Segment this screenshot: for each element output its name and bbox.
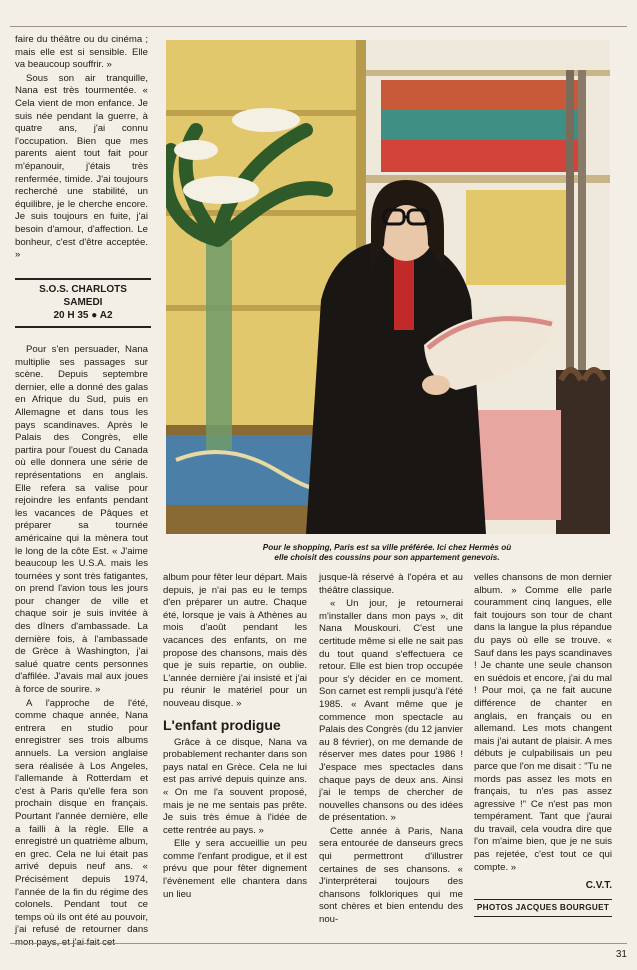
subheading: L'enfant prodigue (163, 716, 281, 733)
column-1-top (15, 34, 148, 263)
column-4 (474, 572, 612, 917)
column-1-bottom (15, 344, 148, 951)
shop-photo-illustration (166, 40, 610, 534)
paragraph: Sous son air tranquille, Nana est très tourmentée. « Cela vient de mon enfance. Je suis née pendant la guerre, à quatre ans, j'ai connu l'occupation. Bien que mes parents aient tout fait pour m'épanouir, j'étais très renfermée, timide. J'ai toujours recherché une stabilité, un équilibre, je le cherche encore. Je suis toujours en fuite, j'ai besoin d'amour, d'affection. Le bonheur, c'est d'être acceptée. » (15, 72, 148, 261)
page-number: 31 (615, 949, 627, 960)
article-photo (166, 40, 610, 534)
paragraph: « Un jour, je retournerai m'installer dans mon pays », dit Nana Mouskouri. C'est une certitude même si elle ne sait pas du tout quand s'effectuera ce retour. Elle est bien trop occupée pour s'y décider en ce moment. Son carnet est rempli jusqu'à l'été 1985. « Avant même que je commence mon spectacle au Palais des Congrès (du 12 janvier au 8 février), on me demande de réserver mes dates pour 1986 ! J'espace mes spectacles dans chaque pays de deux ans. Ainsi j'ai le temps de chercher de nouvelles chansons ou des idées de présentation. » (319, 598, 463, 824)
photo-caption: Pour le shopping, Paris est sa ville préférée. Ici chez Hermès où elle choisit des coussins pour son appartement genevois. (262, 543, 512, 562)
paragraph: Pour s'en persuader, Nana multiplie ses passages sur scène. Depuis septembre dernier, elle a donné des galas en Afrique du Sud, puis en Allemagne et dans tous les pays scandinaves. Après le Palais des Congrès, elle partira pour l'ouest du Canada où elle donnera une série de représentations en anglais. Elle refera sa valise pour rejoindre les enfants pendant les vacances de Pâques et préparer sa tournée américaine qui la mènera tout le long de la côte Est. « J'aime beaucoup les U.S.A. mais les tournées y sont très fatigantes, on prend l'avion tous les jours pour changer de ville et chaque soir je suis invitée à des dîners d'ambassade. La dernière fois, à l'ambassade de Grèce à Washington, j'ai salué quatre cents personnes d'affilée. J'avais mal aux joues à force de sourire. » (15, 344, 148, 696)
top-rule (10, 26, 627, 27)
tv-listing-box (15, 278, 151, 328)
paragraph: jusque-là réservé à l'opéra et au théâtre classique. (319, 572, 463, 596)
paragraph: album pour fêter leur départ. Mais depuis, je n'ai pas eu le temps d'en préparer un autre. Chaque été, lorsque je vais à Athènes au mois d'août pendant les vacances des enfants, on me propose des chansons, mais dès que je suis repartie, on oublie. L'année dernière j'ai insisté et j'ai pu réunir le matériel pour un nouveau disque. » (163, 572, 307, 709)
tv-show-title: S.O.S. CHARLOTS (39, 284, 127, 295)
paragraph: A l'approche de l'été, comme chaque année, Nana entrera en studio pour enregistrer ses trois albums annuels. La version anglaise sera réalisée à Los Angeles, l'allemande à Rotterdam et c'est à Paris qu'elle fera son prochain disque en français. Pourtant l'année dernière, elle a failli à la règle. Elle a enregistré un quatrième album, en grec. Cela ne lui était pas arrivé depuis neuf ans. « Précisément depuis 1974, l'année de la fin du régime des colonels. Pendant tout ce temps où ils ont été au pouvoir, j'ai refusé de retourner dans (15, 697, 148, 936)
column-2 (163, 572, 307, 902)
paragraph: faire du théâtre ou du cinéma ; mais elle est si sensible. Elle va beaucoup souffrir. » (15, 34, 148, 71)
paragraph: Cette année à Paris, Nana sera entourée de danseurs grecs qui permettront d'illustrer certaines de ses chansons. « J'interpréterai toujours des chansons folkloriques qui me sont chères et bien entendu des nou- (319, 825, 463, 926)
author-signature: C.V.T. (585, 880, 612, 892)
bottom-rule (10, 943, 627, 944)
paragraph: velles chansons de mon dernier album. » Comme elle parle couramment cinq langues, elle fait toujours son tour de chant dans la langue la plus répandue du pays où elle se trouve. « Sauf dans les pays scandinaves ! Je chante une seule chanson en suédois et encore, j'ai du mal ! Pour moi, ça ne fait aucune différence de chanter en anglais, en français ou en allemand. Les mots changent mais j'ai autant de plaisir. A mes débuts je culpabilisais un peu parce que l'on me disait : "Tu ne mords pas assez les mots en français, tu n'es pas assez agressive !" Ce n'est pas mon tempérament. Tant que j'aurai du travail, cela voudra dire que l'on m'aime bien, que je ne suis pas rejetée, c'est tout ce qui compte. » (474, 572, 612, 873)
column-3 (319, 572, 463, 928)
tv-time-channel: 20 H 35 ● A2 (53, 310, 113, 321)
paragraph: Elle y sera accueillie un peu comme l'enfant prodigue, et il est prévu que pour fêter dignement l'évènement elle chantera dans un lieu (163, 838, 307, 900)
tv-day: SAMEDI (63, 297, 103, 308)
paragraph: Grâce à ce disque, Nana va probablement rechanter dans son pays natal en Grèce. Cela ne lui est pas arrivé depuis quinze ans. « On me l'a souvent proposé, mais je ne me sentais pas prête. Je suis très émue à l'idée de cette rentrée au pays. » (163, 736, 307, 836)
photo-credit: PHOTOS JACQUES BOURGUET (474, 899, 612, 918)
